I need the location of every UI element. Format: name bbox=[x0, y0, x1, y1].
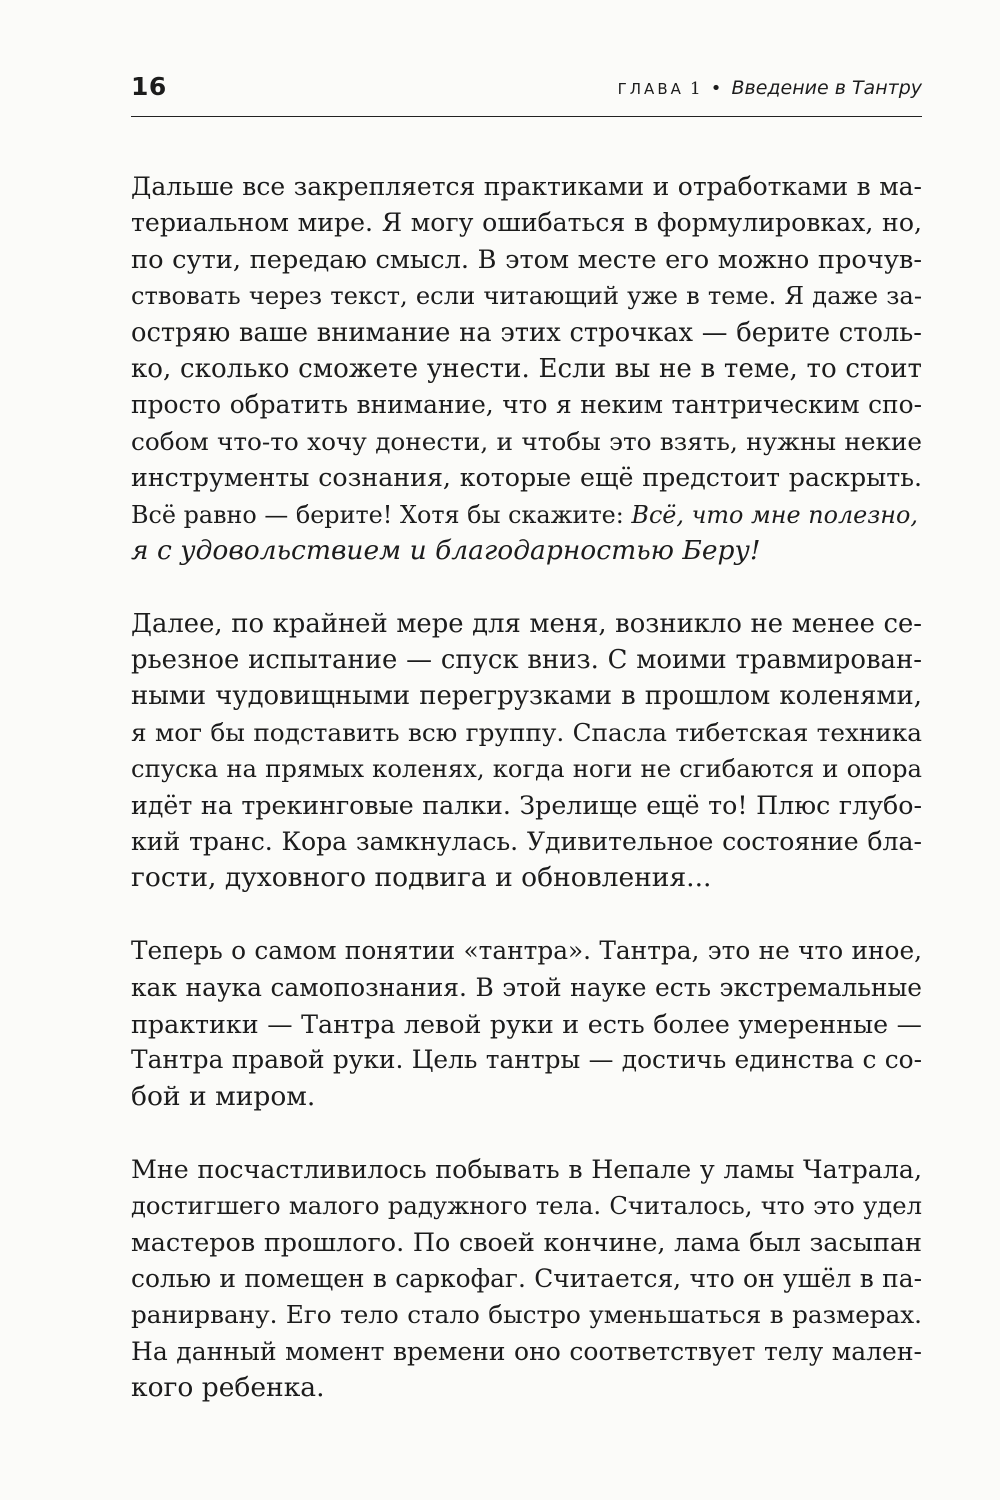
paragraph-1 bbox=[131, 169, 922, 569]
text-line: инструменты сознания, которые ещё предстоит раскрыть. bbox=[131, 463, 922, 493]
chapter-info bbox=[618, 77, 922, 99]
text-line: ко, сколько сможете унести. Если вы не в теме, то стоит bbox=[131, 353, 922, 384]
text-segment: Всё равно — берите! Хотя бы скажите: bbox=[131, 500, 632, 529]
text-line: кого ребенка. bbox=[131, 1371, 325, 1403]
running-head bbox=[131, 68, 922, 112]
text-line: мастеров прошлого. По своей кончине, лама был засыпан bbox=[131, 1227, 922, 1258]
text-line: ранирвану. Его тело стало быстро уменьшаться в размерах. bbox=[131, 1300, 922, 1330]
italic-quote: Всё, что мне полезно, bbox=[631, 500, 918, 529]
chapter-title: Введение в Тантру bbox=[731, 77, 922, 99]
text-line: кий транс. Кора замкнулась. Удивительное состояние бла- bbox=[131, 827, 922, 857]
chapter-number: 1 bbox=[689, 79, 701, 99]
text-line: Тантра правой руки. Цель тантры — достичь единства с со- bbox=[131, 1045, 922, 1075]
text-line: териальном мире. Я могу ошибаться в формулировках, но, bbox=[131, 208, 922, 238]
text-line: остряю ваше внимание на этих строчках — берите столь- bbox=[131, 317, 922, 348]
text-line: гости, духовного подвига и обновления... bbox=[131, 862, 712, 894]
chapter-label: ГЛАВА bbox=[617, 80, 684, 98]
text-line: Теперь о самом понятии «тантра». Тантра, это не что иное, bbox=[131, 936, 922, 966]
text-line: На данный момент времени оно соответствует телу мален- bbox=[131, 1336, 922, 1366]
text-line: практики — Тантра левой руки и есть более умеренные — bbox=[131, 1008, 922, 1039]
text-line: солью и помещен в саркофаг. Считается, что он ушёл в па- bbox=[131, 1263, 922, 1293]
bullet-separator: • bbox=[710, 78, 722, 99]
text-line: просто обратить внимание, что я неким тантрическим спо- bbox=[131, 390, 922, 420]
text-line: идёт на трекинговые палки. Зрелище ещё то! Плюс глубо- bbox=[131, 790, 922, 820]
text-line: по сути, передаю смысл. В этом месте его можно прочув- bbox=[131, 244, 922, 275]
text-line: ными чудовищными перегрузками в прошлом коленями, bbox=[131, 681, 922, 712]
page-number: 16 bbox=[131, 72, 167, 101]
text-line: Мне посчастливилось побывать в Непале у ламы Чатрала, bbox=[131, 1154, 922, 1184]
text-line: ствовать через текст, если читающий уже в теме. Я даже за- bbox=[131, 282, 922, 311]
text-line: собом что-то хочу донести, и чтобы это взять, нужны некие bbox=[131, 426, 922, 456]
text-line: Дальше все закрепляется практиками и отработками в ма- bbox=[131, 172, 922, 201]
header-divider bbox=[131, 116, 922, 117]
italic-quote-line: я с удовольствием и благодарностью Беру! bbox=[131, 534, 761, 566]
text-line: бой и миром. bbox=[131, 1080, 316, 1112]
text-line: достигшего малого радужного тела. Считалось, что это удел bbox=[131, 1190, 922, 1220]
paragraph-4 bbox=[131, 1152, 922, 1407]
body-text bbox=[131, 169, 922, 1443]
paragraph-2 bbox=[131, 606, 922, 897]
text-line: Далее, по крайней мере для меня, возникло не менее се- bbox=[131, 608, 922, 639]
text-line: рьезное испытание — спуск вниз. С моими травмирован- bbox=[131, 645, 922, 676]
text-line-mixed bbox=[131, 497, 922, 533]
text-line: спуска на прямых коленях, когда ноги не сгибаются и опора bbox=[131, 754, 922, 784]
paragraph-3 bbox=[131, 933, 922, 1115]
text-line: как наука самопознания. В этой науке есть экстремальные bbox=[131, 972, 922, 1002]
text-line: я мог бы подставить всю группу. Спасла тибетская техника bbox=[131, 717, 922, 747]
